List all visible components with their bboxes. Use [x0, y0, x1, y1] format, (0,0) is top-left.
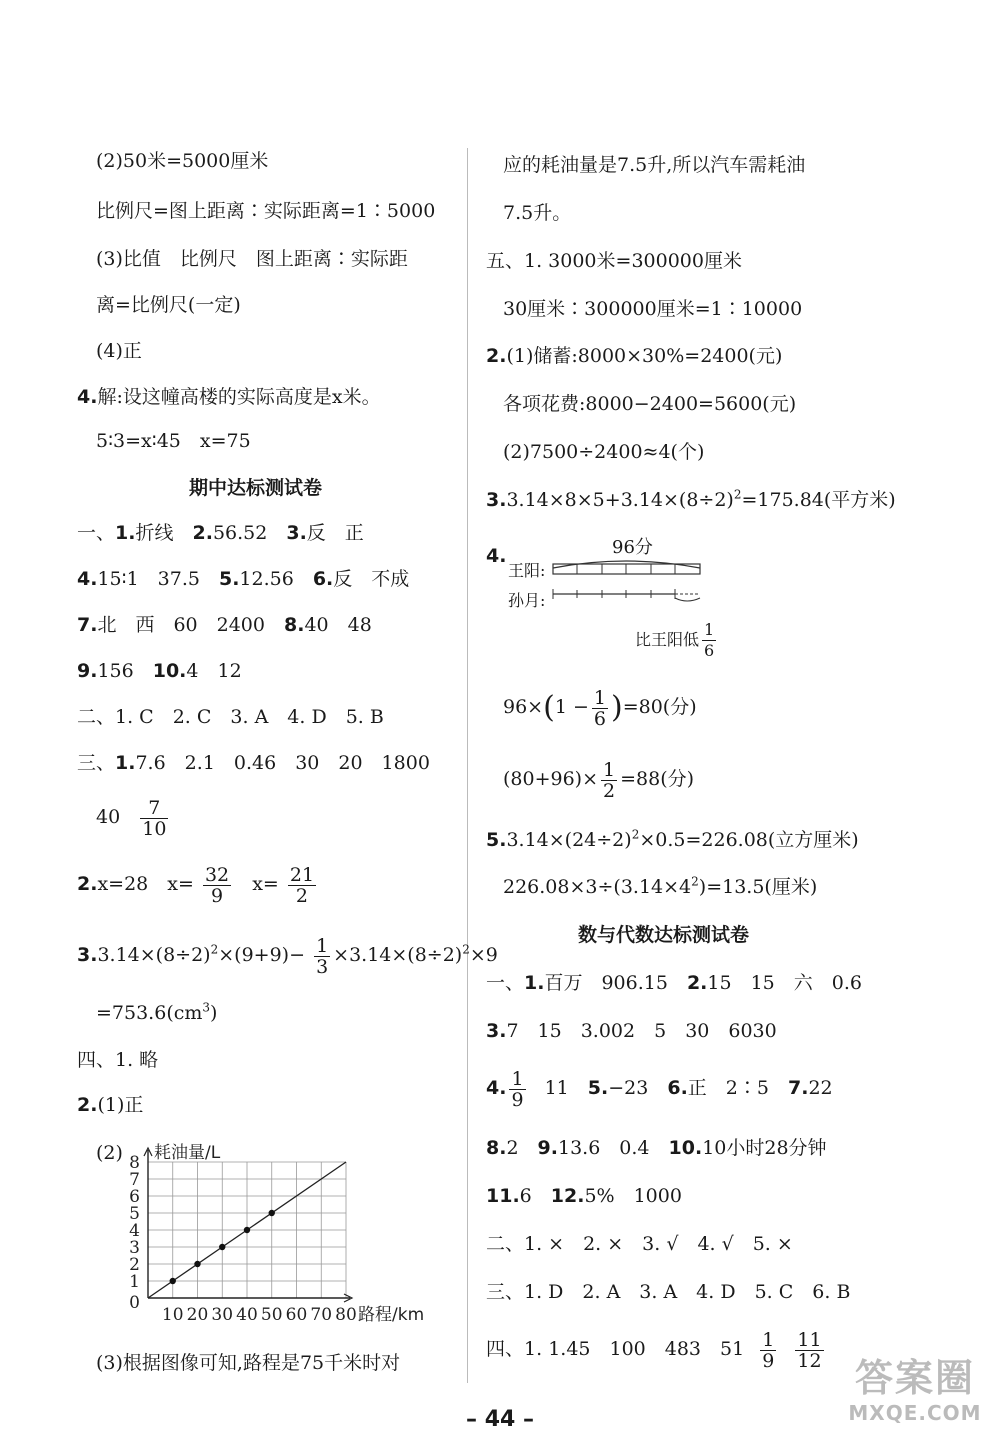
column-divider	[467, 148, 468, 1383]
answer-line: 四、1. 1.45 100 483 51 $\frac{1}{9}$ $\frac{11}{12}$	[486, 1328, 822, 1372]
answer-line: 4.	[486, 545, 507, 567]
y-tick-label: 1	[129, 1272, 140, 1292]
answer-line: (3)比值 比例尺 图上距离∶实际距	[96, 248, 408, 270]
diagram-bars	[550, 552, 710, 602]
x-tick-label: 10	[161, 1305, 184, 1325]
answer-line: 三、1. D 2. A 3. A 4. D 5. C 6. B	[486, 1281, 851, 1303]
answer-line: $3.3.14\times 8\times 5+3.14\times(8\div 2)^2=175.84$(平方米)	[486, 487, 896, 511]
x-tick-label: 30	[211, 1305, 234, 1325]
fraction: $\frac{1}{3}$	[316, 934, 329, 978]
fraction: $\frac{21}{2}$	[289, 863, 315, 907]
answer-line: 30厘米∶300000厘米=1∶10000	[503, 298, 803, 320]
origin-label: 0	[129, 1293, 140, 1313]
y-tick-label: 5	[129, 1204, 140, 1224]
answer-line: 4. $\frac{1}{9}$ 11 5.−23 6.正 2∶5 7.22	[486, 1067, 833, 1111]
answer-line: 各项花费:8000−2400=5600(元)	[503, 393, 797, 415]
answer-line: (80+96)× $\frac{1}{2}$ =88(分)	[503, 758, 695, 802]
answer-line: 二、1. × 2. × 3. √ 4. √ 5. ×	[486, 1233, 793, 1255]
diagram-total-label: 96分	[612, 537, 653, 558]
fraction: $\frac{11}{12}$	[797, 1328, 822, 1372]
fuel-chart	[120, 1138, 425, 1328]
diagram-row-label: 孙月:	[508, 591, 546, 610]
data-point	[219, 1244, 225, 1250]
y-tick-label: 6	[129, 1187, 140, 1207]
x-tick-label: 20	[186, 1305, 209, 1325]
x-tick-label: 40	[236, 1305, 258, 1325]
answer-line: 离=比例尺(一定)	[96, 294, 241, 316]
data-point	[170, 1278, 176, 1284]
section-title: 期中达标测试卷	[189, 477, 323, 499]
answer-line: 9.156 10.4 12	[77, 660, 242, 682]
x-tick-label: 80	[335, 1305, 357, 1325]
answer-line: 3.7 15 3.002 5 30 6030	[486, 1020, 777, 1042]
answer-line: (3)根据图像可知,路程是75千米时对	[96, 1352, 401, 1374]
y-tick-label: 3	[129, 1238, 140, 1258]
answer-line: 四、1. 略	[77, 1049, 159, 1071]
answer-line: 40 $\frac{7}{10}$	[96, 796, 167, 840]
fraction: $\frac{1}{2}$	[603, 758, 616, 802]
answer-line: 应的耗油量是7.5升,所以汽车需耗油	[503, 154, 806, 176]
answer-line: 2.(1)正	[77, 1094, 144, 1116]
answer-line: $5.3.14\times(24\div 2)^2\times 0.5=226.08$(立方厘米)	[486, 827, 859, 851]
x-axis-title: 路程/km	[358, 1305, 425, 1325]
answer-line: $226.08\times 3\div(3.14\times 4^2)=13.5$(厘米)	[503, 874, 818, 898]
answer-line: 五、1. 3000米=300000厘米	[486, 250, 742, 272]
fraction: $\frac{1}{9}$	[511, 1067, 524, 1111]
fraction: $\frac{32}{9}$	[204, 863, 230, 907]
y-axis-title: 耗油量/L	[154, 1143, 221, 1163]
page-number: – 44 –	[466, 1407, 534, 1432]
answer-line: 2.(1)储蓄:8000×30%=2400(元)	[486, 345, 783, 367]
watermark-logo: 答案圈 MXQE.COM	[848, 1356, 982, 1425]
answer-line: 4.15∶1 37.5 5.12.56 6.反 不成	[77, 568, 410, 590]
x-tick-label: 50	[260, 1305, 283, 1325]
diagram-compare-label: 比王阳低 $\frac{1}{6}$	[635, 620, 715, 660]
answer-line: 2.x=28 x= $\frac{32}{9}$ x= $\frac{21}{2}$	[77, 863, 315, 907]
fraction: $\frac{7}{10}$	[142, 796, 167, 840]
section-title: 数与代数达标测试卷	[578, 924, 750, 946]
data-point	[244, 1227, 250, 1233]
answer-line: 96×(1 − $\frac{1}{6}$ )=80(分)	[503, 686, 697, 730]
y-tick-label: 8	[129, 1153, 140, 1173]
y-tick-label: 7	[129, 1170, 140, 1190]
x-tick-label: 60	[285, 1305, 308, 1325]
data-point	[269, 1210, 275, 1216]
y-tick-label: 4	[129, 1221, 140, 1241]
y-tick-label: 2	[129, 1255, 140, 1275]
answer-line: 一、1.折线 2.56.52 3.反 正	[77, 522, 364, 544]
data-point	[194, 1261, 200, 1267]
diagram-row-label: 王阳:	[508, 561, 546, 580]
answer-line: (2)50米=5000厘米	[96, 150, 269, 172]
answer-line: 7.北 西 60 2400 8.40 48	[77, 614, 372, 636]
chart-label-prefix: (2)	[96, 1142, 123, 1164]
answer-line: 比例尺=图上距离∶实际距离=1∶5000	[96, 200, 436, 222]
answer-line: (2)7500÷2400≈4(个)	[503, 441, 705, 463]
answer-line: 5∶3=x∶45 x=75	[96, 430, 251, 452]
answer-line: 二、1. C 2. C 3. A 4. D 5. B	[77, 706, 384, 728]
answer-line: 4.解:设这幢高楼的实际高度是x米。	[77, 386, 381, 408]
answer-line: 一、1.百万 906.15 2.15 15 六 0.6	[486, 972, 862, 994]
x-tick-label: 70	[310, 1305, 333, 1325]
fraction: $\frac{1}{6}$	[704, 620, 715, 660]
answer-line: $3.3.14\times(8\div 2)^2\times(9+9)-$ $\frac{1}{3}$ $\times 3.14\times(8\div 2)^2\times 9$	[77, 934, 498, 978]
fraction: $\frac{1}{6}$	[593, 686, 606, 730]
fraction: $\frac{1}{9}$	[762, 1328, 775, 1372]
answer-line: (4)正	[96, 340, 142, 362]
answer-line: 8.2 9.13.6 0.4 10.10小时28分钟	[486, 1137, 827, 1159]
answer-line: $=753.6(cm^3)$	[96, 1000, 218, 1024]
answer-line: 三、1.7.6 2.1 0.46 30 20 1800	[77, 752, 430, 774]
answer-line: 7.5升。	[503, 202, 572, 224]
answer-line: 11.6 12.5% 1000	[486, 1185, 682, 1207]
